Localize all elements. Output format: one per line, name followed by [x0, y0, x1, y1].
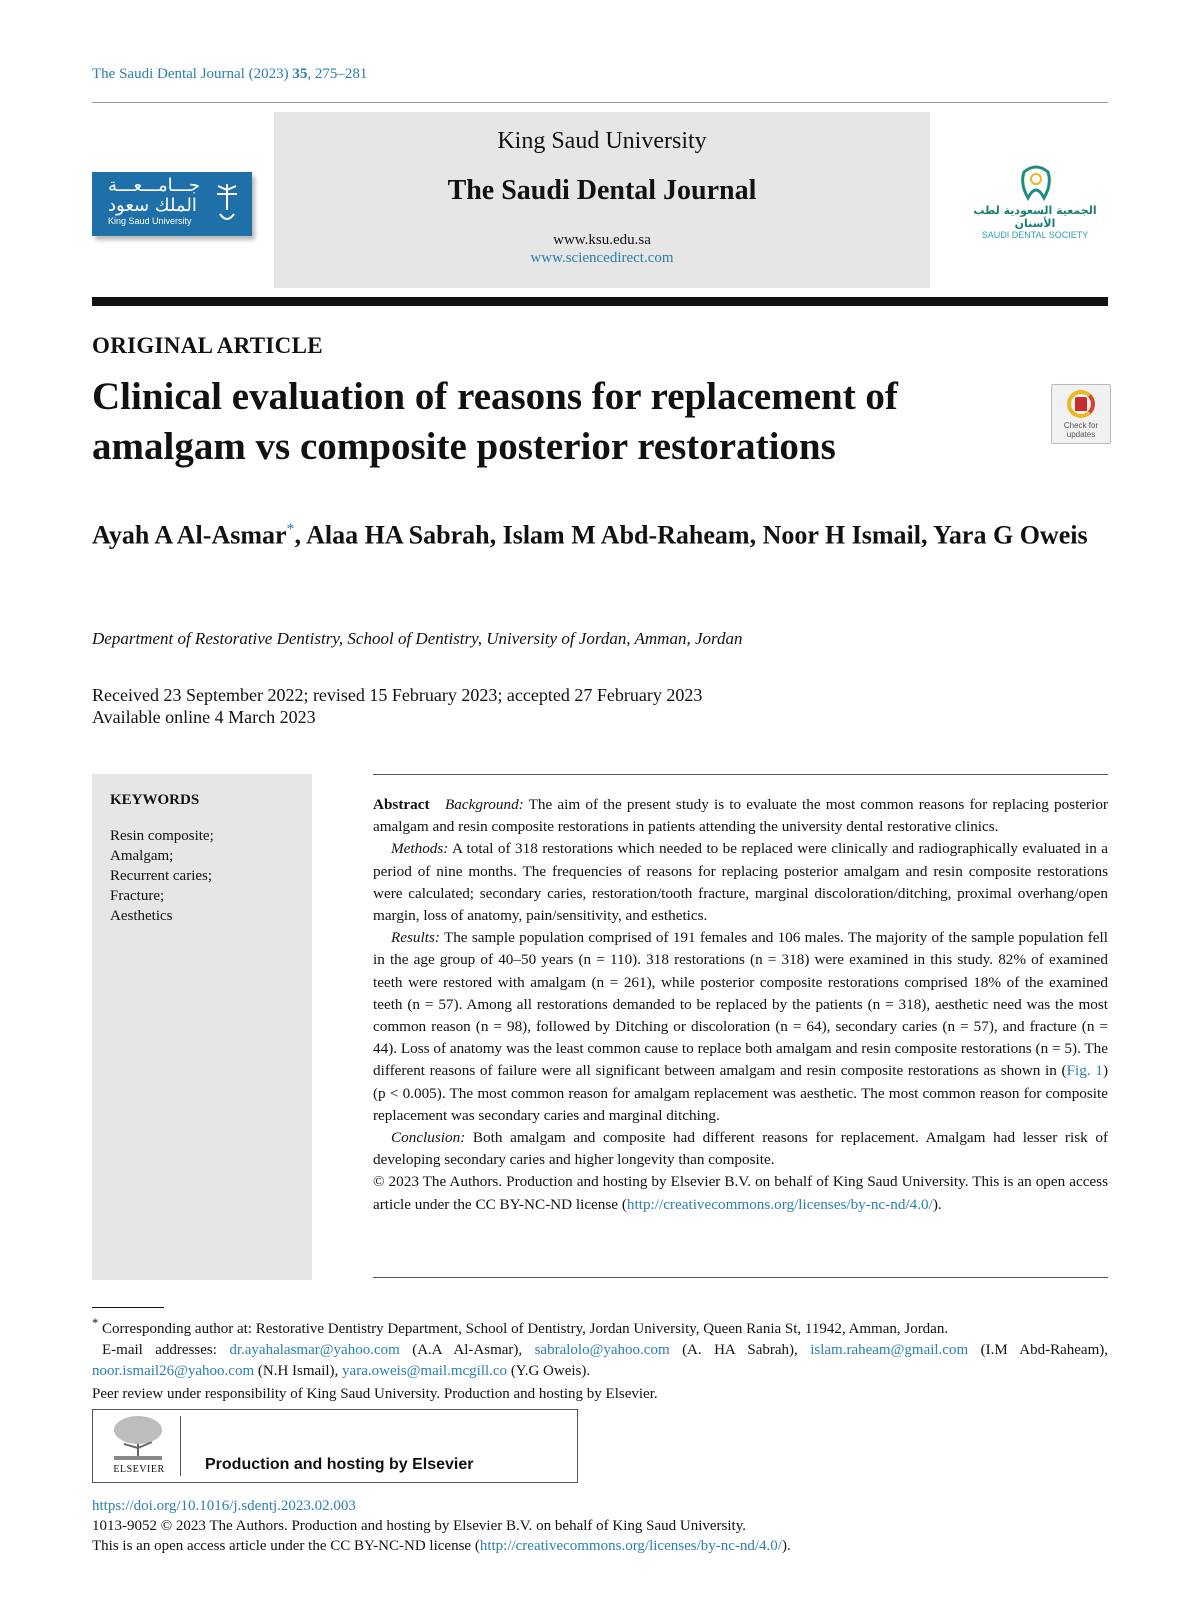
corresponding-text: Corresponding author at: Restorative Dentistry Department, School of Dentistry, Jordan University, Queen Rania St, 11942, Amman, Jordan. [98, 1321, 949, 1337]
saudi-dental-society-logo [960, 164, 1110, 240]
sds-logo-english: SAUDI DENTAL SOCIETY [981, 230, 1089, 240]
keyword: Amalgam; [110, 848, 174, 864]
copyright-end: ). [932, 1195, 942, 1213]
journal-name: The Saudi Dental Journal [447, 175, 757, 206]
email-owner: (A.A Al-Asmar), [399, 1342, 535, 1358]
ksu-logo-arabic: جـــامـــعـــة الملك سعود [108, 175, 201, 216]
abstract-copyright [373, 1171, 1108, 1215]
sciencedirect-link[interactable]: www.sciencedirect.com [530, 250, 674, 266]
author-list [92, 514, 1112, 552]
elsevier-wordmark: ELSEVIER [113, 1464, 165, 1475]
methods-label: Methods: [391, 840, 449, 858]
doi-link[interactable]: https://doi.org/10.1016/j.sdentj.2023.02.003 [92, 1498, 356, 1514]
abstract-results [373, 927, 1108, 1127]
conclusion-label: Conclusion: [391, 1129, 466, 1147]
abstract-background [373, 794, 1108, 838]
abstract-conclusion [373, 1127, 1108, 1171]
keyword: Aesthetics [110, 908, 173, 924]
ksu-logo [92, 172, 252, 236]
license-url-link[interactable]: http://creativecommons.org/licenses/by-nc-nd/4.0/ [479, 1538, 782, 1554]
email-addresses [92, 1340, 1108, 1382]
citation-journal: The Saudi Dental Journal (2023) [92, 66, 293, 82]
conclusion-text: Both amalgam and composite had different reasons for replacement. Amalgam had lesser risk of developing secondary caries and higher longevity than composite. [373, 1129, 1109, 1169]
background-label: Background: [445, 796, 524, 813]
copyright-text: © 2023 The Authors. Production and hosting by Elsevier B.V. on behalf of King Saud University. This is an open access article under the CC BY-NC-ND license ( [373, 1173, 1108, 1213]
results-text: The sample population comprised of 191 females and 106 males. The majority of the sample population fell in the age group of 40–50 years (n = 110). 318 restorations (n = 318) were examined in this study. 82% of examined teeth were restored with amalgam (n = 261), while posterior composite restorations comprised 18% of the examined teeth (n = 57). Among all restorations demanded to be replaced by the patients (n = 318), aesthetic need was the most common reason (n = 98), followed by Ditching or discoloration (n = 64), secondary caries (n = 57), and fracture (n = 44). Loss of anatomy was the least common cause to replace both amalgam and resin composite restorations (n = 5). The different reasons of failure were all significant between amalgam and resin composite restorations as shown in ( [373, 929, 1108, 1080]
background-text: The aim of the present study is to evaluate the most common reasons for replacing posterior amalgam and resin composite restorations in patients attending the university dental restorative clinics. [373, 796, 1108, 836]
email-owner: (Y.G Oweis). [507, 1363, 591, 1379]
received-dates: Received 23 September 2022; revised 15 February 2023; accepted 27 February 2023 [92, 685, 703, 705]
online-date: Available online 4 March 2023 [92, 707, 316, 727]
footnote [92, 1313, 1108, 1405]
methods-text: A total of 318 restorations which needed to be replaced were clinically and radiographically evaluated in a period of nine months. The frequencies of reasons for replacing posterior amalgam and resin composite restorations were calculated; secondary caries, restoration/tooth fracture, marginal discoloration/ditching, proximal overhang/open margin, loss of anatomy, pain/sensitivity, and esthetics. [373, 840, 1109, 925]
keyword: Resin composite; [110, 828, 214, 844]
university-name: King Saud University [497, 128, 707, 154]
keyword: Fracture; [110, 888, 165, 904]
keywords-title: KEYWORDS [110, 792, 200, 808]
other-authors: , Alaa HA Sabrah, Islam M Abd-Raheam, Noor H Ismail, Yara G Oweis [294, 520, 1088, 550]
article-dates [92, 684, 702, 728]
bookmark-icon [1075, 397, 1087, 411]
keyword: Recurrent caries; [110, 868, 213, 884]
article-type: ORIGINAL ARTICLE [92, 333, 323, 358]
ksu-logo-english: King Saud University [108, 216, 192, 226]
license-link[interactable]: http://creativecommons.org/licenses/by-nc-nd/4.0/ [626, 1195, 933, 1213]
email-owner: (A. HA Sabrah), [669, 1342, 811, 1358]
corresponding-star[interactable]: * [286, 521, 295, 538]
abstract-methods [373, 838, 1108, 927]
email-owner: (I.M Abd-Raheam), [968, 1342, 1108, 1358]
article-title: Clinical evaluation of reasons for replacement of amalgam vs composite posterior restorations [92, 375, 898, 468]
corresponding-author-note [92, 1313, 1108, 1340]
email-link[interactable]: sabralolo@yahoo.com [534, 1342, 670, 1358]
top-rule [92, 102, 1108, 103]
elsevier-divider [180, 1416, 181, 1476]
sds-logo-arabic: الجمعية السعودية لطب الأسنان [973, 204, 1097, 230]
footnote-rule [92, 1307, 164, 1308]
peer-review-note: Peer review under responsibility of King Saud University. Production and hosting by Elsevier. [92, 1386, 658, 1402]
ksu-url[interactable]: www.ksu.edu.sa [553, 232, 651, 248]
abstract [373, 794, 1108, 1216]
citation-volume: 35 [292, 66, 308, 82]
check-updates-label: Check for updates [1063, 421, 1099, 439]
abstract-label: Abstract [373, 796, 430, 813]
results-text-end: ) (p < 0.005). The most common reason for amalgam replacement was aesthetic. The most common reason for composite replacement was secondary caries and marginal ditching. [373, 1062, 1108, 1124]
affiliation: Department of Restorative Dentistry, School of Dentistry, University of Jordan, Amman, Jordan [92, 629, 743, 648]
email-link[interactable]: dr.ayahalasmar@yahoo.com [229, 1342, 400, 1358]
abstract-rule-top [373, 774, 1108, 775]
email-link[interactable]: noor.ismail26@yahoo.com [92, 1363, 255, 1379]
license-end: ). [781, 1538, 791, 1554]
abstract-rule-bottom [373, 1277, 1108, 1278]
email-link[interactable]: yara.oweis@mail.mcgill.co [342, 1363, 508, 1379]
license-line [92, 1538, 791, 1555]
citation-pages: , 275–281 [307, 66, 368, 82]
figure-1-link[interactable]: Fig. 1 [1066, 1062, 1103, 1080]
header-thick-rule [92, 297, 1108, 306]
tooth-icon [1018, 164, 1054, 202]
journal-citation[interactable] [92, 66, 367, 83]
elsevier-hosting-text: Production and hosting by Elsevier [205, 1456, 474, 1473]
keywords-list [110, 826, 214, 926]
check-for-updates-badge[interactable] [1051, 384, 1111, 444]
results-label: Results: [391, 929, 440, 947]
first-author: Ayah A Al-Asmar [92, 520, 287, 550]
issn-line: 1013-9052 © 2023 The Authors. Production and hosting by Elsevier B.V. on behalf of King Saud University. [92, 1518, 746, 1534]
palm-seal-icon [212, 180, 242, 228]
footnote-star: * [92, 1316, 99, 1330]
email-owner: (N.H Ismail), [254, 1363, 343, 1379]
email-label: E-mail addresses: [102, 1342, 230, 1358]
license-text: This is an open access article under the CC BY-NC-ND license ( [92, 1538, 480, 1554]
elsevier-tree-icon [108, 1414, 168, 1462]
email-link[interactable]: islam.raheam@gmail.com [810, 1342, 969, 1358]
